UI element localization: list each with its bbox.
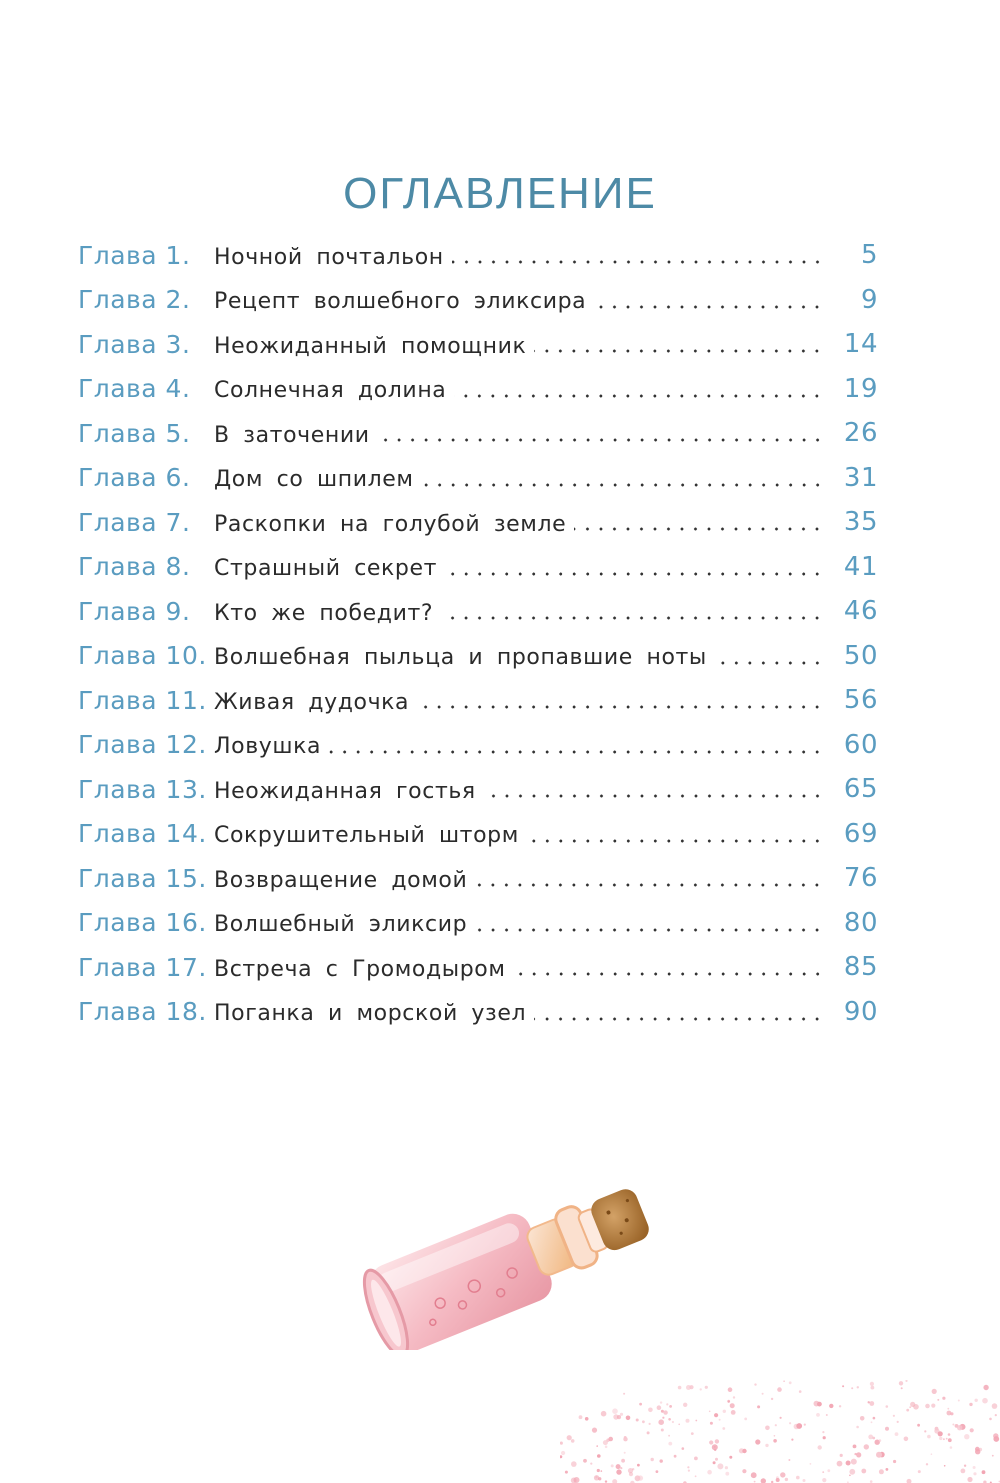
toc-chapter-title: Дом со шпилем [214, 467, 414, 493]
toc-entry[interactable] [78, 634, 878, 679]
toc-chapter-title: Раскопки на голубой земле [214, 511, 567, 537]
toc-entry[interactable] [78, 233, 878, 278]
toc-page-number: 19 [843, 373, 878, 404]
toc-entry[interactable] [78, 322, 878, 367]
toc-dot-leader [527, 839, 824, 843]
toc-page-number: 76 [843, 863, 878, 894]
toc-chapter-number: Глава 4. [78, 374, 191, 404]
toc-chapter-number: Глава 2. [78, 285, 191, 315]
toc-page-number: 85 [843, 952, 878, 983]
toc-chapter-title: Сокрушительный шторм [214, 823, 519, 849]
toc-chapter-title: Ночной почтальон [214, 244, 444, 270]
toc-page-number: 41 [843, 551, 878, 582]
toc-entry[interactable] [78, 545, 878, 590]
toc-entry[interactable] [78, 678, 878, 723]
toc-chapter-title: Неожиданная гостья [214, 778, 476, 804]
toc-page-number: 14 [843, 329, 878, 360]
toc-dot-leader [484, 794, 824, 798]
toc-page-number: 9 [860, 284, 878, 315]
toc-chapter-number: Глава 5. [78, 418, 191, 448]
toc-chapter-title: Волшебный эликсир [214, 912, 468, 938]
toc-page-number: 35 [843, 507, 878, 538]
toc-page-number: 80 [843, 907, 878, 938]
toc-dot-leader [454, 394, 824, 398]
toc-page-number: 46 [843, 596, 878, 627]
toc-chapter-number: Глава 12. [78, 730, 207, 760]
toc-entry[interactable] [78, 990, 878, 1035]
toc-entry[interactable] [78, 767, 878, 812]
toc-entry[interactable] [78, 456, 878, 501]
toc-chapter-number: Глава 3. [78, 329, 191, 359]
toc-dot-leader [594, 305, 824, 309]
toc-dot-leader [445, 572, 824, 576]
toc-page-number: 26 [843, 418, 878, 449]
toc-chapter-number: Глава 10. [78, 641, 207, 671]
toc-page-number: 50 [843, 640, 878, 671]
toc-dot-leader [534, 349, 824, 353]
toc-entry[interactable] [78, 856, 878, 901]
toc-dot-leader [422, 483, 824, 487]
toc-page-number: 90 [843, 996, 878, 1027]
toc-entry[interactable] [78, 411, 878, 456]
toc-page-number: 65 [843, 774, 878, 805]
toc-dot-leader [441, 616, 824, 620]
toc-chapter-number: Глава 6. [78, 463, 191, 493]
toc-chapter-title: Солнечная долина [214, 378, 447, 404]
toc-chapter-title: Неожиданный помощник [214, 333, 527, 359]
toc-chapter-number: Глава 13. [78, 774, 207, 804]
toc-dot-leader [475, 928, 824, 932]
toc-entry[interactable] [78, 723, 878, 768]
toc-dot-leader [715, 661, 824, 665]
toc-dot-leader [417, 705, 824, 709]
toc-page-number: 31 [843, 462, 878, 493]
toc-chapter-number: Глава 18. [78, 997, 207, 1027]
toc-page-number: 5 [860, 240, 878, 271]
pink-sparkles-decoration [560, 1380, 1000, 1483]
toc-chapter-title: Живая дудочка [214, 689, 410, 715]
toc-chapter-number: Глава 1. [78, 240, 191, 270]
toc-entry[interactable] [78, 500, 878, 545]
table-of-contents [78, 233, 878, 1034]
toc-entry[interactable] [78, 278, 878, 323]
toc-dot-leader [514, 972, 824, 976]
toc-chapter-title: Рецепт волшебного эликсира [214, 289, 587, 315]
toc-dot-leader [378, 438, 824, 442]
toc-entry[interactable] [78, 945, 878, 990]
toc-dot-leader [329, 750, 824, 754]
toc-chapter-title: Встреча с Громодыром [214, 956, 506, 982]
toc-chapter-title: В заточении [214, 422, 370, 448]
toc-entry[interactable] [78, 367, 878, 412]
toc-chapter-number: Глава 16. [78, 908, 207, 938]
toc-chapter-number: Глава 15. [78, 863, 207, 893]
toc-dot-leader [534, 1017, 824, 1021]
toc-chapter-number: Глава 17. [78, 952, 207, 982]
toc-dot-leader [452, 260, 824, 264]
toc-chapter-title: Возвращение домой [214, 867, 468, 893]
toc-entry[interactable] [78, 589, 878, 634]
toc-chapter-number: Глава 7. [78, 507, 191, 537]
toc-page-number: 69 [843, 818, 878, 849]
toc-dot-leader [574, 527, 824, 531]
toc-chapter-number: Глава 14. [78, 819, 207, 849]
toc-entry[interactable] [78, 812, 878, 857]
toc-entry[interactable] [78, 901, 878, 946]
bottle-with-cork-icon [345, 1150, 665, 1350]
toc-chapter-title: Волшебная пыльца и пропавшие ноты [214, 645, 707, 671]
toc-chapter-number: Глава 8. [78, 552, 191, 582]
toc-page-number: 56 [843, 685, 878, 716]
toc-chapter-title: Страшный секрет [214, 556, 438, 582]
toc-chapter-number: Глава 9. [78, 596, 191, 626]
toc-chapter-title: Ловушка [214, 734, 322, 760]
toc-chapter-number: Глава 11. [78, 685, 207, 715]
toc-dot-leader [475, 883, 824, 887]
page-title: ОГЛАВЛЕНИЕ [343, 169, 657, 219]
toc-chapter-title: Кто же победит? [214, 600, 434, 626]
toc-chapter-title: Поганка и морской узел [214, 1001, 527, 1027]
toc-page-number: 60 [843, 729, 878, 760]
